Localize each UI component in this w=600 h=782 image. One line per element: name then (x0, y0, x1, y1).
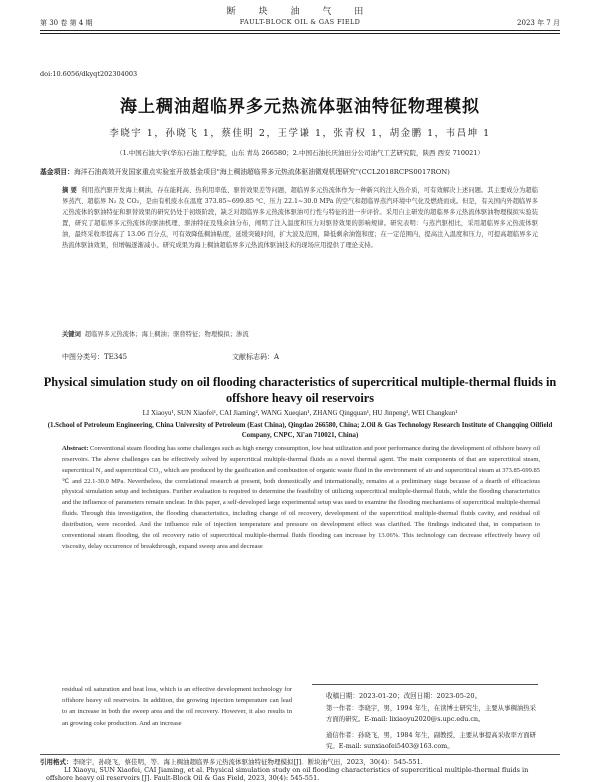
fund-label: 基金项目： (40, 168, 74, 176)
clc-number: 中图分类号：TE345 (62, 353, 128, 361)
title-en: Physical simulation study on oil flooding characteristics of supercritical multiple-thermal fluids in offshore heavy oil reservoirs (43, 375, 557, 405)
citation-divider (40, 754, 560, 755)
header-divider-thin (40, 33, 560, 34)
document-code: 文献标志码：A (232, 353, 280, 361)
keywords-cn-text: 超临界多元热流体；海上稠油；驱替特征；物理模拟；渗流 (84, 331, 249, 338)
abstract-cn-label: 摘 要 (62, 187, 77, 194)
volume-issue: 第 30 卷 第 4 期 (40, 19, 93, 27)
citation-label: 引用格式： (40, 758, 73, 766)
journal-name-en: FAULT-BLOCK OIL & GAS FIELD (239, 18, 361, 26)
affiliation-cn: （1.中国石油大学(华东)石油工程学院，山东 青岛 266580；2.中国石油长庆油田分公司油气工艺研究院，陕西 西安 710021） (116, 149, 484, 157)
title-cn: 海上稠油超临界多元热流体驱油特征物理模拟 (120, 97, 480, 117)
fund-info (40, 166, 560, 176)
header-divider (40, 30, 560, 31)
affiliation-en: (1.School of Petroleum Engineering, China University of Petroleum (East China), Qingdao 266580, China; 2.Oil & Gas Technology Research Institute of Changqing Oilfield Company, CNPC, Xi'an 710021, China) (47, 422, 553, 439)
received-dates: 收稿日期：2023-01-20；改回日期：2023-05-20。 (326, 692, 482, 700)
authors-en: LI Xiaoyu¹, SUN Xiaofei¹, CAI Jiaming², WANG Xueqian¹, ZHANG Qingquan¹, HU Jinpeng¹, WEI Changkun¹ (142, 409, 458, 417)
authors-cn: 李晓宇 1，孙晓飞 1，蔡佳明 2，王学谦 1，张青权 1，胡金鹏 1，韦昌坤 1 (109, 128, 491, 139)
doi[interactable]: doi:10.6056/dkyqt202304003 (40, 70, 138, 78)
citation-cn: 李晓宇，孙晓飞，蔡佳明，等．海上稠油超临界多元热流体驱油特征物理模拟[J]．断块油气田，2023，30(4)：545-551. (72, 758, 423, 766)
keywords-cn-label: 关键词 (62, 331, 81, 338)
citation-en-line1: LI Xiaoyu, SUN Xiaofei, CAI Jiaming, et al. Physical simulation study on oil flooding characteristics of supercritical multiple-thermal fluids in (64, 766, 529, 774)
fund-text: 海洋石油高效开发国家重点实验室开放基金项目"海上稠油超临界多元热流体驱油微观机理研究"(CCL2018RCPS0017RON) (73, 168, 450, 176)
abstract-en-continued: residual oil saturation and heat loss, which is an effective development technology for offshore heavy oil reservoirs. In addition, the growing injection temperature can lead to an increase in both the sweep area and the oil recovery. However, it also results in an growing coke production. And an increase (62, 686, 292, 727)
abstract-cn-text: 利用蒸汽驱开发海上稠油，存在能耗高、热利用率低、驱替效果差等问题，超临界多元热流体作为一种新兴的注入热介质，可有效解决上述问题。其主要成分为超临界蒸汽、超临界 N₂ 及 CO₂，是由有机废水在温度 373.85~699.85 ℃、压力 22.1~30.0 MPa 的空气和超临界蒸汽环境中气化及燃烧而成。但是，有关国内外超临界多元热流体的驱油特征和驱替效果的研究仍处于初级阶段，缺乏对超临界多元热流体驱油可行性与特征的进一步评价。采用自主研发的超临界多元热流体驱油物理模拟实验装置，研究了超临界多元热流体的驱油机理、驱油特征及残余油分布，阐明了注入温度和压力对驱替效果的影响规律。研究表明：与蒸汽驱相比，采用超临界多元热流体驱油，最终采收率提高了 13.06 百分点，可有效降低稠油粘度，延缓突破时间，扩大波及范围，降低剩余油饱和度；在一定范围内，提高注入温度和压力，可提高超临界多元热流体驱油效果，但增幅逐渐减小。研究成果为海上稠油超临界多元热流体驱油技术的现场应用提供了理论支持。 (62, 187, 538, 249)
abstract-en-label: Abstract: (62, 445, 89, 452)
corresponding-author-bio: 通信作者：孙晓飞，男，1984 年生，副教授，主要从事提高采收率方面研究。E-mail: sunxiaofei5403@163.com。 (326, 731, 537, 750)
footnote-divider (312, 684, 538, 685)
journal-name-cn: 断 块 油 气 田 (226, 7, 374, 17)
abstract-en-text: Conventional steam flooding has some challenges such as high energy consumption, low heat utilization and poor performance during the development of offshore heavy oil reservoirs. The above challenges can be effectively solved by supercritical multiple-thermal fluids as a novel thermal agent. The main components of that are supercritical steam, supercritical N₂ and supercritical CO₂, which are produced by the gasification and combustion of organic waste fluid in the environment of air and supercritical steam at 373.85-699.85 ℃ and 22.1-30.0 MPa. Nevertheless, the correlational research at present, both domestically and internationally, remains at a preliminary stage because of a dearth of efficacious physical simulation setup and techniques. Further evaluation is required to determine the feasibility of utilizing supercritical multiple-thermal fluids, while the flooding characteristics and the influence of parameters remain unclear. In this paper, a self-developed large experimental setup was used to examine the flooding mechanisms of supercritical multiple-thermal fluids. Through this investigation, the flooding characteristics, including change of oil recovery, development of the supercritical multiple-thermal fluids cavity, and residual oil distribution, were recorded. And the influence rule of injection temperature and pressure on development effect was clarified. The findings indicated that, in comparison to conventional steam flooding, the oil recovery ratio of supercritical multiple-thermal fluids flooding can increase by 13.06%. This technology can decrease effectively heavy oil viscosity, delay occurrence of breakthrough, expand sweep area and decrease (62, 445, 540, 550)
abstract-en (62, 444, 540, 552)
issue-date: 2023 年 7 月 (517, 19, 560, 27)
first-author-bio: 第一作者：李晓宇，男，1994 年生，在读博士研究生，主要从事稠油热采方面的研究。E-mail: lixiaoyu2020@s.upc.edu.cn。 (326, 704, 537, 723)
abstract-cn (62, 186, 538, 251)
citation-en-line2: offshore heavy oil reservoirs [J]. Fault-Block Oil & Gas Field, 2023, 30(4): 545-551. (46, 774, 320, 782)
keywords-cn (62, 329, 538, 338)
citation-format (40, 757, 560, 782)
